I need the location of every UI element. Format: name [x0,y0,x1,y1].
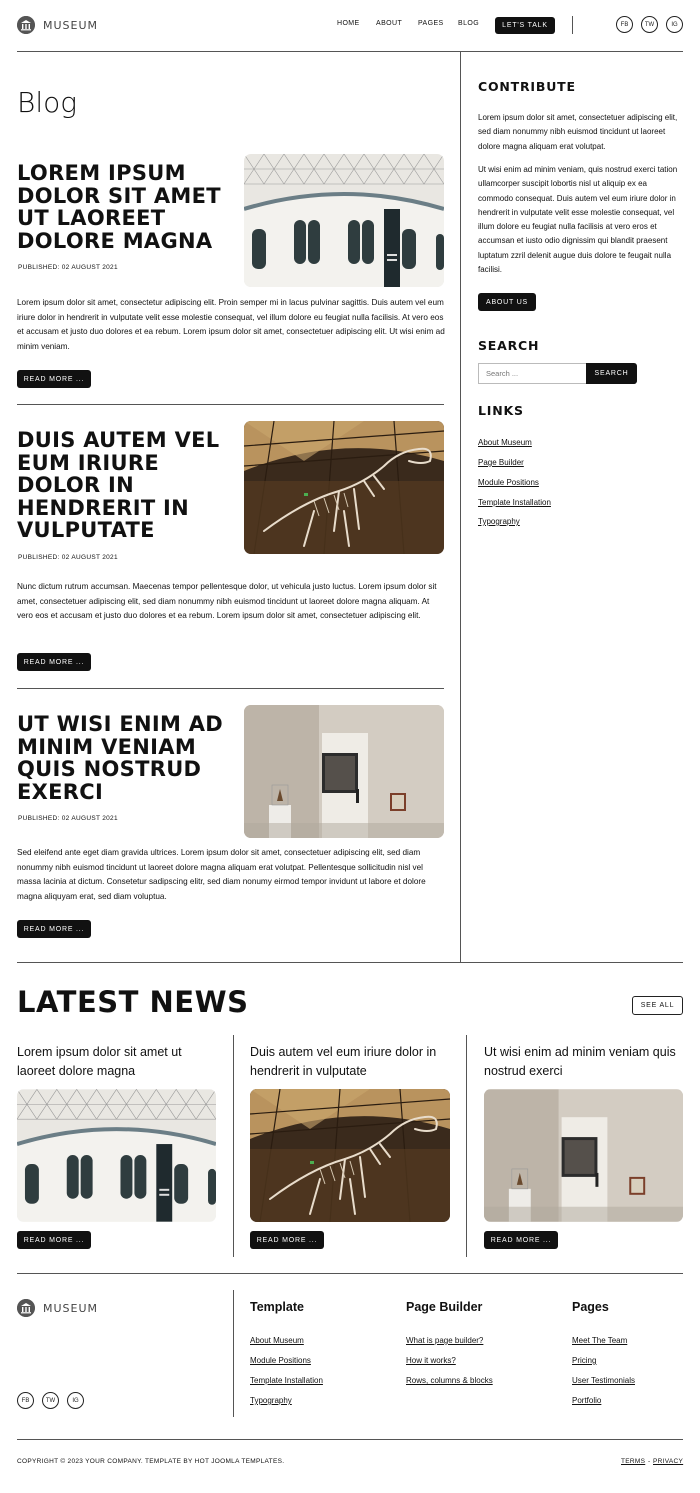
sidebar-link[interactable]: Module Positions [478,478,539,487]
footer-link[interactable]: What is page builder? [406,1336,484,1345]
post-excerpt: Sed eleifend ante eget diam gravida ultrices. Lorem ipsum dolor sit amet, consectetuer adipiscing elit, sed diam nonummy nibh euismod tincidunt ut laoreet dolore magna aliquam erat volutpat. Pellentesque sollicitudin nisl vel massa lacinia at dictum. Consetetur sadipscing elitr, sed diam nonumy eirmod tempor invidunt ut labore et dolore magna aliquyam erat, sed diam voluptua. [17,848,426,901]
logo-text: MUSEUM [43,18,99,32]
section-rule [17,962,683,963]
read-more-button[interactable]: READ MORE ... [17,370,91,388]
post-divider [17,688,444,689]
footer-column-title: Template [250,1300,304,1314]
sidebar-divider [460,51,461,963]
footer-rule [17,1273,683,1274]
museum-icon [17,1299,35,1317]
sidebar-link[interactable]: Template Installation [478,498,551,507]
privacy-link[interactable]: PRIVACY [653,1458,684,1465]
post-excerpt: Nunc dictum rutrum accumsan. Maecenas tempor pellentesque dolor, ut vehicula justo luctus. Lorem ipsum dolor sit amet, consectetuer adipiscing elit, sed diam nonummy nibh euismod tincidunt ut laoreet dolore magna aliquam. At vero eos et accusam et justo duo dolores et ea rebum. Lorem ipsum dolor sit amet, consectetuer adipiscing elit. [17,582,437,620]
read-more-button[interactable]: READ MORE ... [17,1231,91,1249]
lets-talk-button[interactable]: LET'S TALK [495,17,555,34]
footer-link[interactable]: Meet The Team [572,1336,628,1345]
terms-link[interactable]: TERMS [621,1458,646,1465]
footer-link[interactable]: Module Positions [250,1356,311,1365]
post-date: PUBLISHED: 02 AUGUST 2021 [18,554,118,561]
footer-logo[interactable] [17,1299,98,1317]
post-title[interactable]: LOREM IPSUM DOLOR SIT AMET UT LAOREET DOLORE MAGNA [17,161,221,253]
facebook-button[interactable]: FB [616,16,633,33]
post-excerpt: Lorem ipsum dolor sit amet, consectetur adipiscing elit. Proin semper mi in lacus pulvinar sagittis. Duis autem vel eum iriure dolor in hendrerit in vulputate velit esse molestie consequat, vel illum dolore eu feugiat nulla facilisis. At vero eos et accusam et justo duo dolores et ea rebum. Lorem ipsum dolor sit amet, consectetuer adipiscing elit. Ut wisi enim ad minim veniam. [17,298,445,351]
post-title[interactable]: UT WISI ENIM AD MINIM VENIAM QUIS NOSTRUD EXERCI [17,712,224,804]
footer-link[interactable]: Rows, columns & blocks [406,1376,493,1385]
news-image[interactable] [250,1089,450,1222]
footer-link[interactable]: User Testimonials [572,1376,635,1385]
footer-separator: - [648,1458,651,1465]
post-date: PUBLISHED: 02 AUGUST 2021 [18,264,118,271]
read-more-button[interactable]: READ MORE ... [484,1231,558,1249]
facebook-button[interactable]: FB [17,1392,34,1409]
footer-link[interactable]: How it works? [406,1356,456,1365]
post-divider [17,404,444,405]
read-more-button[interactable]: READ MORE ... [17,653,91,671]
nav-blog[interactable]: BLOG [458,20,480,27]
footer-divider [233,1290,234,1417]
about-us-button[interactable]: ABOUT US [478,293,536,311]
sidebar-link[interactable]: About Museum [478,438,532,447]
twitter-button[interactable]: TW [42,1392,59,1409]
nav-pages[interactable]: PAGES [418,20,444,27]
page-title: Blog [17,86,78,119]
latest-news-heading: LATEST NEWS [17,985,249,1019]
copyright-text: COPYRIGHT © 2023 YOUR COMPANY. TEMPLATE BY HOT JOOMLA TEMPLATES. [17,1458,285,1465]
footer-logo-text: MUSEUM [43,1301,99,1315]
copyright-rule [17,1439,683,1440]
news-image[interactable] [484,1089,683,1222]
post-date: PUBLISHED: 02 AUGUST 2021 [18,815,118,822]
search-heading: SEARCH [478,338,540,353]
footer-link[interactable]: Template Installation [250,1376,323,1385]
post-image[interactable] [244,705,444,838]
instagram-button[interactable]: IG [666,16,683,33]
links-heading: LINKS [478,403,524,418]
search-input[interactable]: Search ... [478,363,586,384]
news-image[interactable] [17,1089,216,1222]
instagram-button[interactable]: IG [67,1392,84,1409]
twitter-button[interactable]: TW [641,16,658,33]
footer-link[interactable]: Pricing [572,1356,597,1365]
news-divider [466,1035,467,1257]
footer-column-title: Pages [572,1300,609,1314]
news-title[interactable]: Duis autem vel eum iriure dolor in hendrerit in vulputate [250,1045,437,1078]
news-title[interactable]: Ut wisi enim ad minim veniam quis nostrud exerci [484,1045,676,1078]
museum-icon [17,16,35,34]
post-title[interactable]: DUIS AUTEM VEL EUM IRIURE DOLOR IN HENDRERIT IN VULPUTATE [17,428,220,542]
footer-column-title: Page Builder [406,1300,483,1314]
read-more-button[interactable]: READ MORE ... [250,1231,324,1249]
contribute-text: Lorem ipsum dolor sit amet, consectetuer adipiscing elit, sed diam nonummy nibh euismod tincidunt ut laoreet dolore magna aliquam erat volutpat. [478,113,678,151]
header-divider [572,16,573,34]
read-more-button[interactable]: READ MORE ... [17,920,91,938]
news-divider [233,1035,234,1257]
post-image[interactable] [244,154,444,287]
news-title[interactable]: Lorem ipsum dolor sit amet ut laoreet dolore magna [17,1045,182,1078]
footer-link[interactable]: Typography [250,1396,292,1405]
search-button[interactable]: SEARCH [586,363,637,384]
footer-link[interactable]: About Museum [250,1336,304,1345]
sidebar-link[interactable]: Typography [478,517,520,526]
sidebar-link[interactable]: Page Builder [478,458,524,467]
footer-link[interactable]: Portfolio [572,1396,602,1405]
contribute-heading: CONTRIBUTE [478,79,576,94]
header-rule [17,51,683,52]
nav-home[interactable]: HOME [337,20,360,27]
site-logo[interactable] [17,16,98,34]
see-all-button[interactable]: SEE ALL [632,996,683,1015]
post-image[interactable] [244,421,444,554]
contribute-text-2: Ut wisi enim ad minim veniam, quis nostrud exerci tation ullamcorper suscipit lobortis nisl ut aliquip ex ea commodo consequat. Duis autem vel eum iriure dolor in hendrerit in vulputate velit esse molestie consequat, vel illum dolore eu feugiat nulla facilisis at vero eros et accumsan et iusto odio dignissim qui blandit praesent luptatum zzril delenit augue duis dolore te feugait nulla facilisi. [478,165,678,275]
nav-about[interactable]: ABOUT [376,20,403,27]
